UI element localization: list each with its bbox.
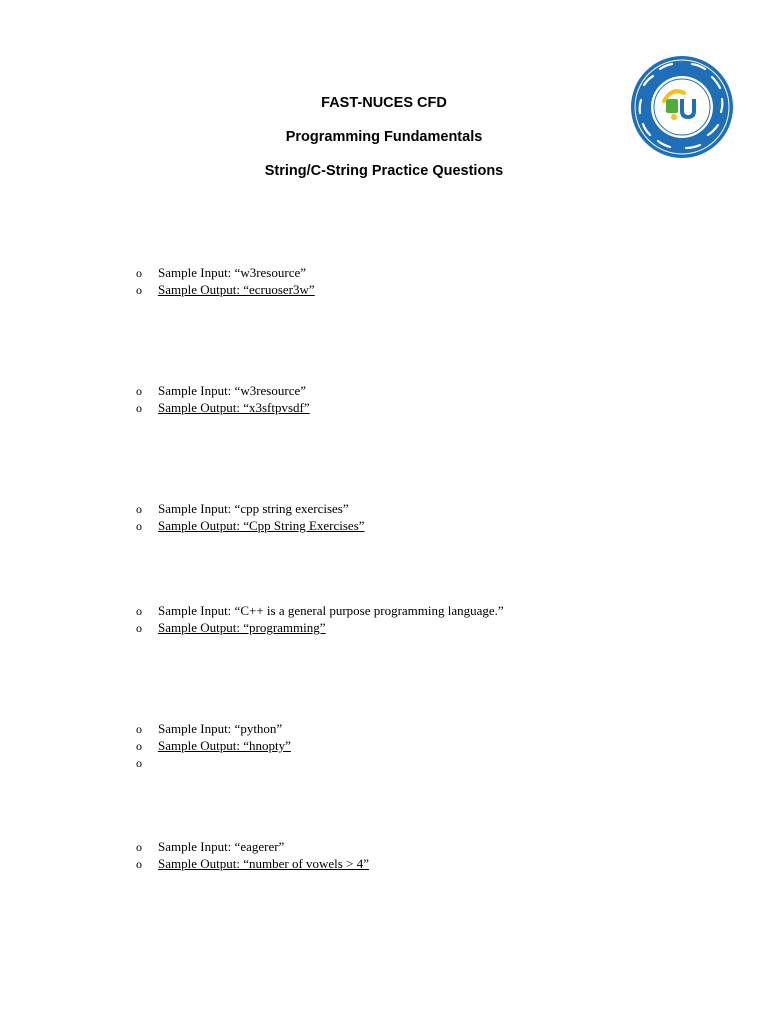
bullet-icon: o <box>136 502 142 516</box>
list-item <box>136 518 365 534</box>
sample-input: Sample Input: “cpp string exercises” <box>158 501 349 516</box>
bullet-icon: o <box>136 519 142 533</box>
document-title: FAST-NUCES CFD <box>321 95 447 111</box>
bullet-icon: o <box>136 283 142 297</box>
bullet-icon: o <box>136 266 142 280</box>
sample-output: Sample Output: “number of vowels > 4” <box>158 856 369 871</box>
bullet-icon: o <box>136 604 142 618</box>
bullet-icon: o <box>136 384 142 398</box>
list-item <box>136 282 315 298</box>
sample-input: Sample Input: “python” <box>158 721 283 736</box>
list-item <box>136 620 326 636</box>
bullet-icon: o <box>136 739 142 753</box>
university-seal-icon <box>630 55 734 159</box>
bullet-icon: o <box>136 722 142 736</box>
bullet-icon: o <box>136 401 142 415</box>
bullet-icon: o <box>136 756 142 770</box>
list-item <box>136 501 349 517</box>
bullet-icon: o <box>136 857 142 871</box>
list-item <box>136 265 306 281</box>
list-item <box>136 738 291 754</box>
list-item <box>136 856 369 872</box>
bullet-icon: o <box>136 840 142 854</box>
sample-output: Sample Output: “hnopty” <box>158 738 291 753</box>
list-item <box>136 721 282 737</box>
sample-input: Sample Input: “eagerer” <box>158 839 285 854</box>
sample-input: Sample Input: “C++ is a general purpose programming language.” <box>158 603 504 618</box>
list-item <box>136 603 504 619</box>
topic-title: String/C-String Practice Questions <box>264 163 504 179</box>
course-title: Programming Fundamentals <box>285 129 483 145</box>
list-item <box>136 755 158 771</box>
sample-input: Sample Input: “w3resource” <box>158 265 307 280</box>
sample-output: Sample Output: “x3sftpvsdf” <box>158 400 310 415</box>
list-item <box>136 400 310 416</box>
sample-output: Sample Output: “ecruoser3w” <box>158 282 315 297</box>
sample-input: Sample Input: “w3resource” <box>158 383 307 398</box>
list-item <box>136 839 284 855</box>
sample-output: Sample Output: “Cpp String Exercises” <box>158 518 365 533</box>
sample-output: Sample Output: “programming” <box>158 620 326 635</box>
bullet-icon: o <box>136 621 142 635</box>
list-item <box>136 383 306 399</box>
